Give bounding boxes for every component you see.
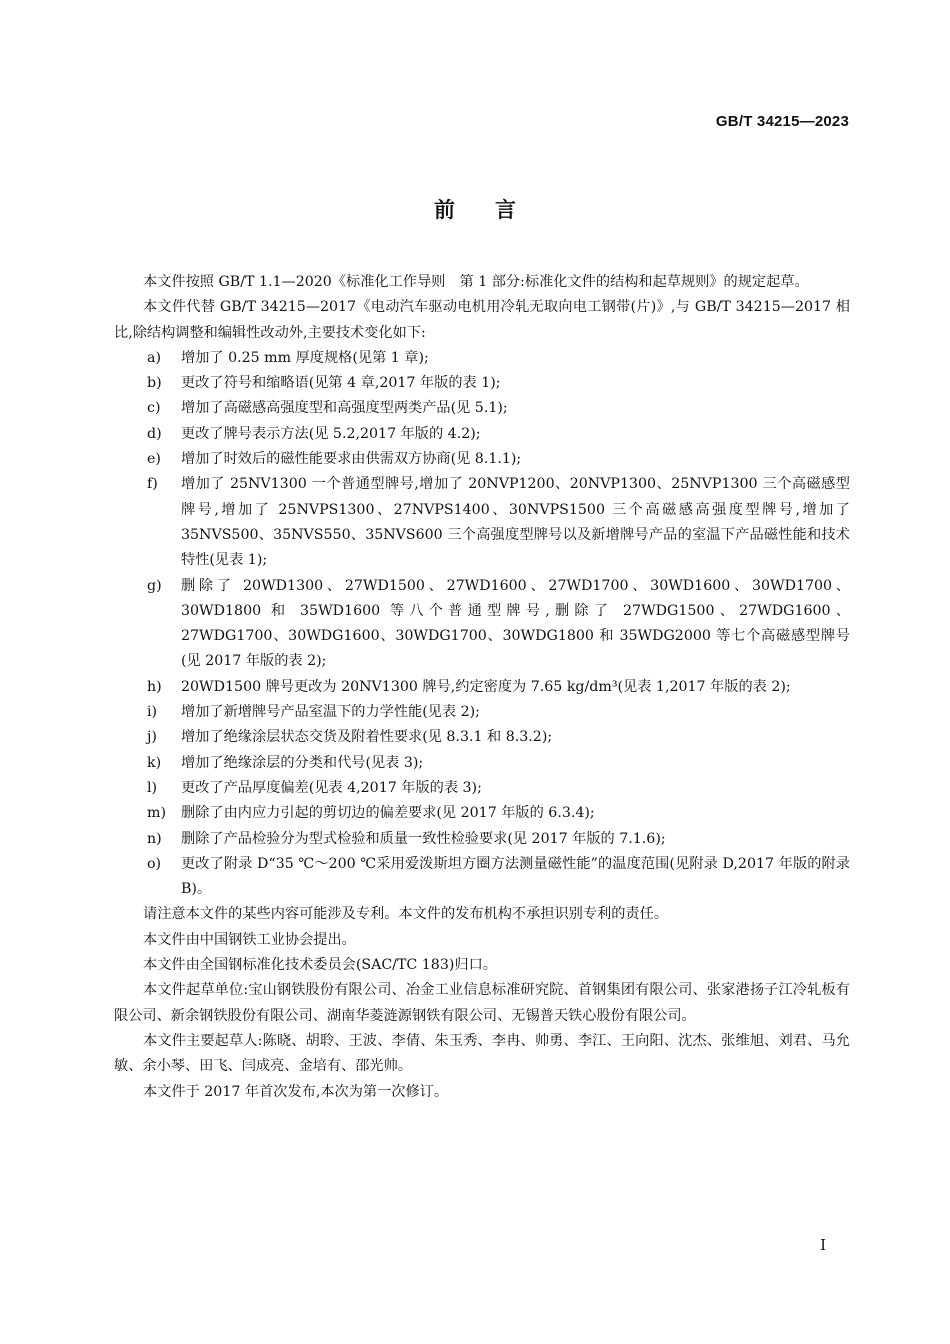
proposed-by: 本文件由中国钢铁工业协会提出。 — [143, 931, 356, 948]
list-item — [114, 574, 850, 675]
list-marker: g) — [147, 577, 162, 594]
managed-by: 本文件由全国钢标准化技术委员会(SAC/TC 183)归口。 — [143, 957, 497, 974]
list-item — [114, 675, 850, 700]
list-item-text: 20WD1500 牌号更改为 20NV1300 牌号,约定密度为 7.65 kg/dm³(见表 1,2017 年版的表 2); — [181, 678, 791, 695]
list-marker: h) — [147, 678, 162, 695]
standard-code: GB/T 34215—2023 — [715, 113, 849, 130]
list-item — [114, 371, 850, 396]
list-item-text: 更改了牌号表示方法(见 5.2,2017 年版的 4.2); — [181, 425, 481, 442]
list-item — [114, 827, 850, 852]
list-item — [114, 776, 850, 801]
list-marker: j) — [147, 729, 157, 746]
list-item — [114, 751, 850, 776]
list-item-text: 删除了由内应力引起的剪切边的偏差要求(见 2017 年版的 6.3.4); — [181, 805, 595, 822]
list-item-text: 删除了产品检验分为型式检验和质量一致性检验要求(见 2017 年版的 7.1.6); — [181, 830, 666, 847]
list-item-text: 增加了时效后的磁性能要求由供需双方协商(见 8.1.1); — [181, 451, 522, 468]
intro-paragraph-replacement: 本文件代替 GB/T 34215—2017《电动汽车驱动电机用冷轧无取向电工钢带(片)》,与 GB/T 34215—2017 相比,除结构调整和编辑性改动外,主要技术变化如下: — [114, 299, 850, 341]
list-marker: e) — [147, 451, 161, 468]
list-item — [114, 801, 850, 826]
list-item — [114, 422, 850, 447]
page-number: I — [820, 1236, 826, 1254]
drafting-units: 本文件起草单位:宝山钢铁股份有限公司、冶金工业信息标准研究院、首钢集团有限公司、张家港扬子江冷轧板有限公司、新余钢铁股份有限公司、湖南华菱涟源钢铁有限公司、无锡普天铁心股份有限公司。 — [114, 982, 850, 1024]
list-item — [114, 346, 850, 371]
list-marker: c) — [147, 400, 161, 417]
list-marker: d) — [147, 425, 162, 442]
list-marker: a) — [147, 349, 161, 366]
list-item — [114, 447, 850, 472]
list-item-text: 增加了 0.25 mm 厚度规格(见第 1 章); — [181, 349, 429, 366]
list-marker: i) — [147, 704, 158, 721]
list-marker: l) — [147, 779, 158, 796]
list-item — [114, 725, 850, 750]
list-item-text: 更改了附录 D“35 ℃～200 ℃采用爱泼斯坦方圈方法测量磁性能”的温度范围(见附录 D,2017 年版的附录 B)。 — [181, 855, 850, 898]
list-marker: k) — [147, 754, 162, 771]
foreword-body — [114, 270, 850, 1105]
intro-paragraph-drafting-rules: 本文件按照 GB/T 1.1—2020《标准化工作导则 第 1 部分:标准化文件的结构和起草规则》的规定起草。 — [143, 274, 809, 290]
list-item-text: 增加了新增牌号产品室温下的力学性能(见表 2); — [181, 704, 480, 721]
list-item-text: 更改了产品厚度偏差(见表 4,2017 年版的表 3); — [181, 779, 482, 796]
list-item — [114, 852, 850, 903]
drafters: 本文件主要起草人:陈晓、胡聆、王波、李倩、朱玉秀、李冉、帅勇、李江、王向阳、沈杰、张维旭、刘君、马允敏、余小琴、田飞、闫成亮、金培有、邵光帅。 — [114, 1032, 850, 1075]
page-title: 前言 — [434, 198, 556, 222]
list-item-text: 增加了绝缘涂层状态交货及附着性要求(见 8.3.1 和 8.3.2); — [181, 729, 553, 746]
list-item-text: 增加了高磁感高强度型和高强度型两类产品(见 5.1); — [181, 400, 508, 417]
list-item — [114, 472, 850, 573]
list-item — [114, 700, 850, 725]
publication-history: 本文件于 2017 年首次发布,本次为第一次修订。 — [143, 1083, 449, 1100]
list-marker: o) — [147, 855, 162, 872]
list-marker: b) — [147, 375, 162, 392]
list-item — [114, 396, 850, 421]
list-marker: m) — [147, 805, 166, 822]
technical-changes-list — [114, 346, 850, 903]
list-marker: f) — [147, 476, 158, 493]
list-item-text: 增加了 25NV1300 一个普通型牌号,增加了 20NVP1200、20NVP1300、25NVP1300 三个高磁感型牌号,增加了 25NVPS1300、27NVPS1400、30NVPS1500 三个高磁感高强度型牌号,增加了 35NVS500、35NVS550、35NVS600 三个高强度型牌号以及新增牌号产品的室温下产品磁性能和技术特性(见表 1); — [181, 476, 850, 569]
list-marker: n) — [147, 830, 162, 847]
list-item-text: 更改了符号和缩略语(见第 4 章,2017 年版的表 1); — [181, 375, 501, 392]
list-item-text: 删除了 20WD1300、27WD1500、27WD1600、27WD1700、30WD1600、30WD1700、30WD1800 和 35WD1600 等八个普通型牌号,删除了 27WDG1500、27WDG1600、27WDG1700、30WDG1600、30WDG1700、30WDG1800 和 35WDG2000 等七个高磁感型牌号(见 2017 年版的表 2); — [181, 577, 850, 670]
list-item-text: 增加了绝缘涂层的分类和代号(见表 3); — [181, 754, 424, 771]
patent-notice: 请注意本文件的某些内容可能涉及专利。本文件的发布机构不承担识别专利的责任。 — [143, 906, 668, 923]
